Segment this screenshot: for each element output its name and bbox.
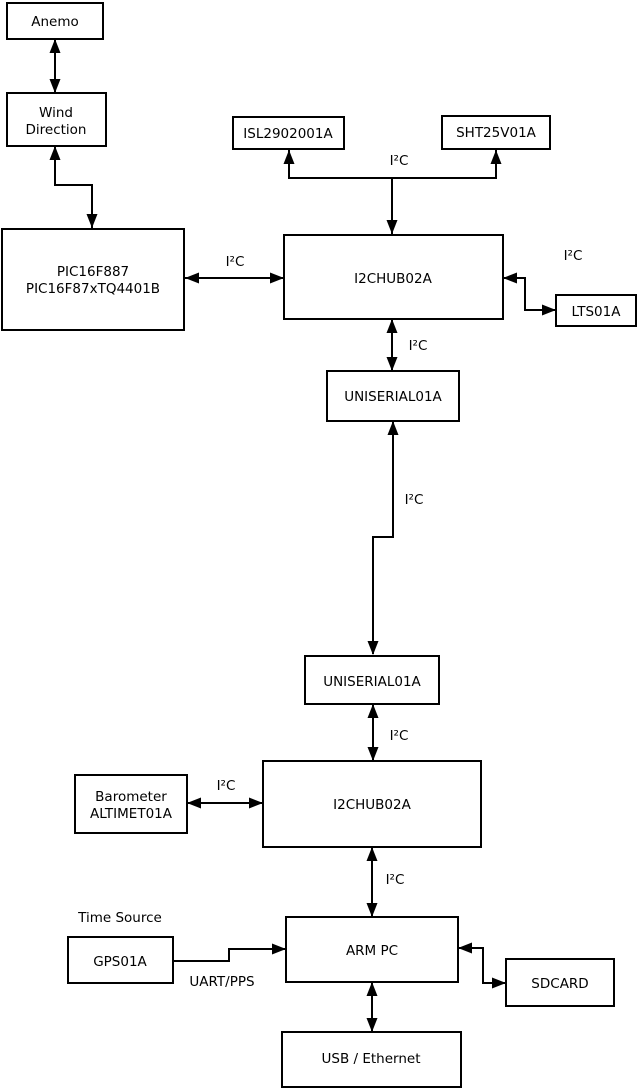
arrowhead-up-icon [284,150,295,164]
node-uniserial01a-2-label: UNISERIAL01A [323,674,421,690]
i2c-label: I²C [404,492,424,508]
i2c-label: I²C [408,338,428,354]
arrowhead-down-icon [368,747,379,761]
arrowhead-left-icon [458,943,472,954]
node-isl2902001a-label: ISL2902001A [243,126,333,142]
arrowhead-up-icon [367,847,378,861]
arrowhead-right-icon [542,305,556,316]
arrowhead-down-icon [387,220,398,234]
connector-hub1-lts [503,278,555,310]
uart-pps-label: UART/PPS [189,974,255,990]
time-source-label: Time Source [78,910,162,926]
i2c-label: I²C [225,254,245,270]
connector-armpc-sdcard [458,948,505,983]
node-barometer-label-line2: ALTIMET01A [90,806,172,822]
arrowhead-down-icon [367,903,378,917]
arrowhead-right-icon [270,273,284,284]
node-pic [2,229,184,330]
arrowhead-down-icon [368,641,379,655]
arrowhead-right-icon [272,944,286,955]
node-wind-direction-label-line1: Wind [39,105,73,121]
node-anemo-label: Anemo [31,14,79,30]
node-barometer-label-line1: Barometer [95,789,167,805]
arrowhead-up-icon [50,39,61,53]
arrowhead-right-icon [492,978,506,989]
arrowhead-up-icon [388,421,399,435]
node-wind-direction [7,93,106,146]
arrowhead-left-icon [503,273,517,284]
i2c-label: I²C [216,778,236,794]
arrowheads [50,39,557,1032]
node-lts01a [556,295,636,326]
node-lts01a-label: LTS01A [571,304,621,320]
node-uniserial01a-1 [327,371,459,421]
arrowhead-left-icon [187,798,201,809]
node-usb-ethernet [282,1032,461,1087]
arrowhead-right-icon [249,798,263,809]
arrowhead-up-icon [367,982,378,996]
node-arm-pc [286,917,458,982]
arrowhead-up-icon [387,319,398,333]
node-pic-label-line1: PIC16F887 [56,264,130,280]
node-wind-direction-label-line2: Direction [25,122,87,138]
node-sht25v01a-label: SHT25V01A [456,125,536,141]
arrowhead-up-icon [50,146,61,160]
node-anemo [7,3,103,39]
node-i2chub02a-1 [284,235,503,319]
arrowhead-down-icon [50,79,61,93]
arrowhead-left-icon [185,273,199,284]
connector-uniserial1-uniserial2 [373,421,393,654]
node-pic-label-line2: PIC16F87xTQ4401B [25,281,161,297]
arrowhead-down-icon [87,214,98,228]
arrowhead-up-icon [368,704,379,718]
connector-gps-armpc [173,949,285,961]
i2c-label: I²C [385,872,405,888]
node-arm-pc-label: ARM PC [345,943,399,959]
arrowhead-down-icon [367,1018,378,1032]
node-i2chub02a-2 [263,761,481,847]
node-i2chub02a-2-label: I2CHUB02A [333,797,411,813]
i2c-label: I²C [389,153,409,169]
node-sht25v01a [442,116,550,149]
arrowhead-up-icon [491,150,502,164]
node-sdcard-label: SDCARD [531,976,589,992]
node-sdcard [506,959,614,1006]
connector-winddirection-pic [55,146,92,228]
node-uniserial01a-1-label: UNISERIAL01A [344,389,442,405]
node-usb-ethernet-label: USB / Ethernet [321,1051,421,1067]
node-i2chub02a-1-label: I2CHUB02A [354,271,432,287]
i2c-label: I²C [389,728,409,744]
node-gps01a [68,937,173,983]
node-uniserial01a-2 [305,656,439,704]
i2c-label: I²C [563,248,583,264]
node-barometer [75,775,187,833]
node-isl2902001a [233,117,344,149]
arrowhead-down-icon [387,357,398,371]
node-gps01a-label: GPS01A [93,954,147,970]
connectors [55,39,555,1032]
